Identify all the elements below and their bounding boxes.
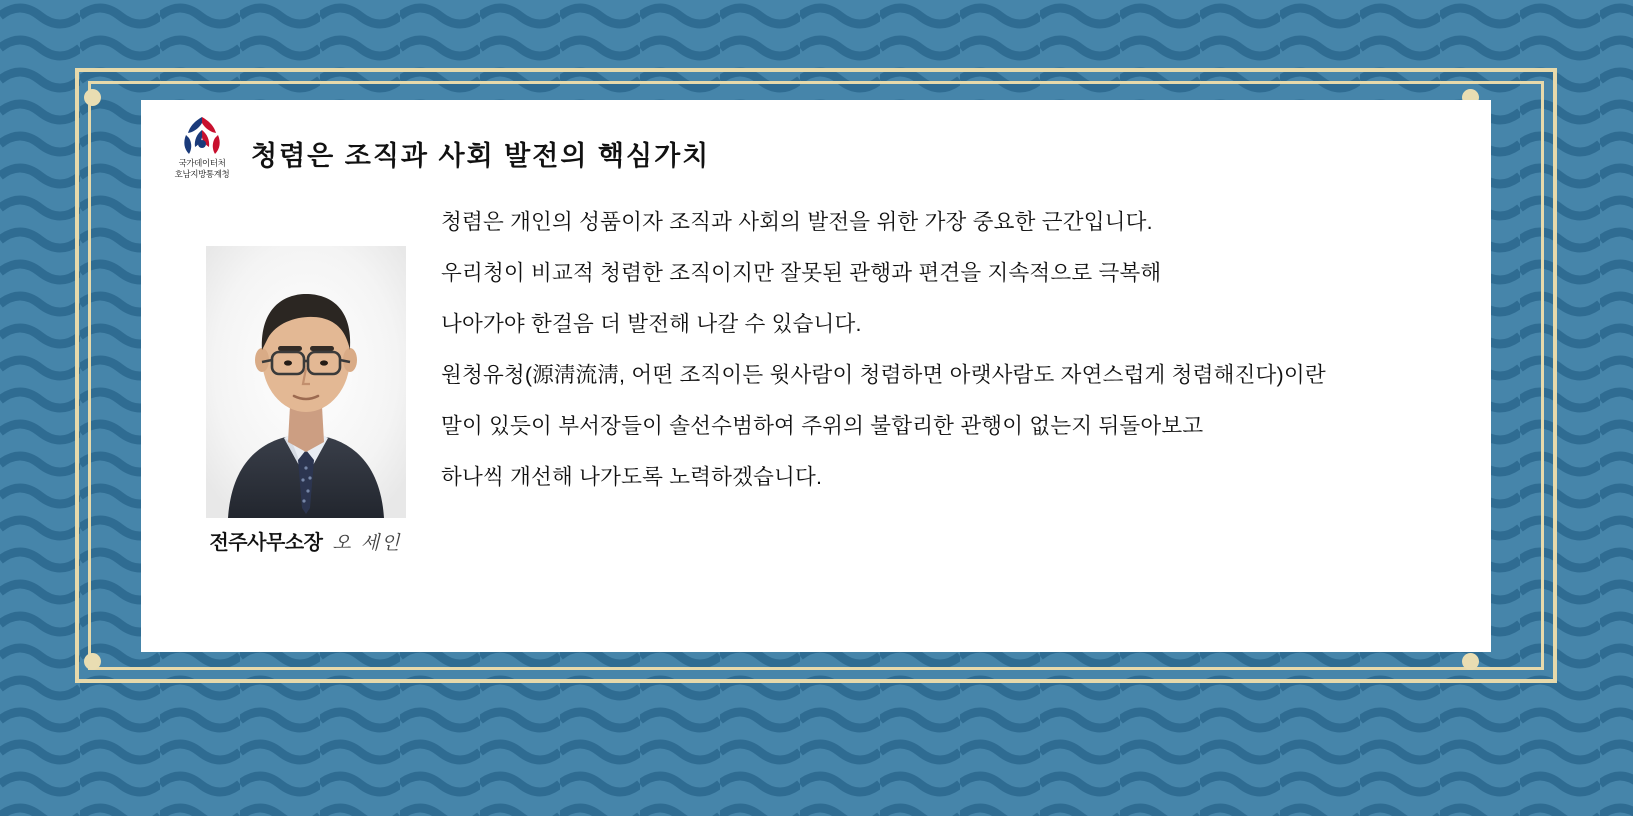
page-title: 청렴은 조직과 사회 발전의 핵심가치 xyxy=(251,141,711,171)
agency-name-line2: 호남지방통계청 xyxy=(174,168,230,179)
corner-dot-bottom-left xyxy=(84,653,101,670)
director-title: 전주사무소장 xyxy=(209,532,323,554)
portrait-block xyxy=(183,246,428,555)
message-line: 우리청이 비교적 청렴한 조직이지만 잘못된 관행과 편견을 지속적으로 극복해 xyxy=(441,261,1162,286)
agency-name-line1: 국가데이터처 xyxy=(178,158,226,168)
corner-dot-top-left xyxy=(84,89,101,106)
message-line: 청렴은 개인의 성품이자 조직과 사회의 발전을 위한 가장 중요한 근간입니다. xyxy=(441,210,1153,234)
header xyxy=(171,114,710,179)
director-portrait xyxy=(206,246,406,518)
message-line: 하나씩 개선해 나가도록 노력하겠습니다. xyxy=(441,465,823,490)
corner-dot-bottom-right xyxy=(1462,653,1479,670)
message-body xyxy=(441,208,1461,492)
director-signature: 오 세인 xyxy=(332,532,402,554)
agency-emblem xyxy=(171,114,233,179)
message-line: 나아가야 한걸음 더 발전해 나갈 수 있습니다. xyxy=(441,312,862,337)
message-line: 말이 있듯이 부서장들이 솔선수범하여 주위의 불합리한 관행이 없는지 뒤돌아보고 xyxy=(441,414,1204,439)
content-card xyxy=(141,100,1491,652)
signature-row xyxy=(183,526,428,555)
government-emblem-icon xyxy=(176,114,228,158)
message-line: 원청유청(源淸流淸, 어떤 조직이든 윗사람이 청렴하면 아랫사람도 자연스럽게 청렴해진다)이란 xyxy=(441,363,1326,388)
